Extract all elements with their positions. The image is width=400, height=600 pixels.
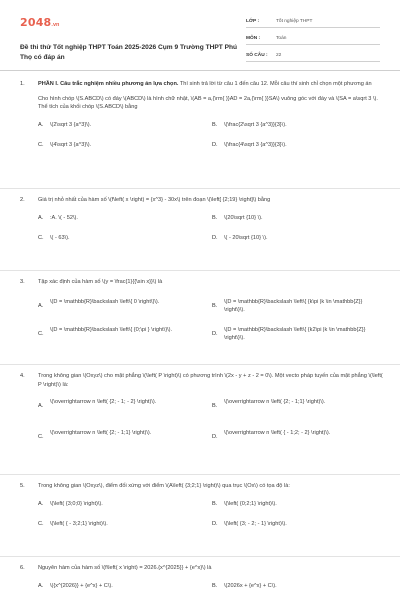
option-text: \(\frac{4\sqrt 3 {a^3}}{3}\).	[224, 141, 287, 148]
option-text: \( - 20\sqrt {10} \).	[224, 234, 268, 241]
option-d[interactable]	[212, 234, 372, 243]
option-text: \(\overrightarrow n \left( {2; - 1; - 2} \right)\).	[50, 399, 157, 406]
question-body	[38, 372, 385, 460]
question-number: 4.	[20, 373, 25, 379]
option-text: \(\left( {3;0;0} \right)\).	[50, 500, 103, 507]
option-text: :A. \( - 52\).	[50, 214, 78, 221]
question-body	[38, 278, 385, 352]
answer-options	[38, 500, 385, 536]
option-letter: D.	[212, 330, 218, 337]
option-text: \(\overrightarrow n \left( { - 1;2; - 2} \right)\).	[224, 430, 331, 437]
question-number: 3.	[20, 279, 25, 285]
option-letter: C.	[38, 330, 44, 337]
option-text: \(2026x + {e^x} + C\).	[224, 582, 277, 589]
document-header	[20, 14, 380, 62]
option-letter: D.	[212, 520, 218, 527]
option-text: \(\overrightarrow n \left( {2; - 1;1} \right)\).	[50, 430, 152, 437]
meta-row-subject	[246, 31, 380, 45]
option-text: \(D = \mathbb{R}\backslash \left\{ {k2\pi |k \in \mathbb{Z}} \right\}\).	[224, 326, 366, 342]
answer-options	[38, 121, 385, 157]
answer-options	[38, 582, 385, 594]
option-d[interactable]	[212, 141, 372, 150]
question-text: Trong không gian \(Oxyz\), điểm đối xứng với điểm \(A\left( {3;2;1} \right)\) qua trục \(Ox\) có tọa độ là:	[38, 483, 290, 489]
question-body	[38, 482, 385, 536]
option-letter: A.	[38, 403, 44, 410]
option-letter: C.	[38, 520, 44, 527]
logo-main-text: 2048	[20, 16, 52, 29]
option-a[interactable]	[38, 298, 198, 311]
question-body	[38, 196, 385, 250]
option-a[interactable]	[38, 398, 198, 411]
question-number: 6.	[20, 565, 25, 571]
option-letter: A.	[38, 214, 44, 221]
question-divider	[0, 188, 400, 189]
answer-options	[38, 398, 385, 460]
option-text: \(2\sqrt 3 {a^3}\).	[50, 121, 92, 128]
question-number: 2.	[20, 197, 25, 203]
question-divider	[0, 364, 400, 365]
document-meta	[246, 14, 380, 65]
answer-options	[38, 296, 385, 352]
option-b[interactable]	[212, 500, 372, 509]
question-number: 5.	[20, 483, 25, 489]
document-title: Đề thi thử Tốt nghiệp THPT Toán 2025-2026 Cụm 9 Trường THPT Phú Thọ có đáp án	[20, 44, 238, 61]
question-body	[38, 80, 385, 157]
option-letter: C.	[38, 434, 44, 441]
header-divider	[0, 70, 400, 71]
answer-options	[38, 214, 385, 250]
site-logo[interactable]	[20, 14, 59, 28]
option-text: \(D = \mathbb{R}\backslash \left\{ {0;\pi } \right\}\).	[50, 326, 173, 333]
option-letter: B.	[212, 121, 218, 128]
option-b[interactable]	[212, 121, 372, 130]
option-letter: A.	[38, 302, 44, 309]
question-text: Trong không gian \(Oxyz\) cho mặt phẳng \(\left( P \right)\) có phương trình \(2x - y + z - 2 = 0\). Một vecto pháp tuyến của mặt phẳng \(\left( P \right)\) là:	[38, 373, 383, 388]
option-letter: B.	[212, 403, 218, 410]
meta-value: Tốt nghiệp THPT	[276, 18, 313, 24]
option-text: \(D = \mathbb{R}\backslash \left\{ 0 \right\}\).	[50, 298, 160, 305]
meta-label: LỚP :	[246, 18, 260, 24]
question-text: Nguyên hàm của hàm số \(f\left( x \right) = 2026.{x^{2025}} + {e^x}\) là	[38, 565, 212, 571]
option-letter: B.	[212, 582, 218, 589]
option-c[interactable]	[38, 326, 198, 339]
option-b[interactable]	[212, 298, 372, 315]
option-c[interactable]	[38, 234, 198, 243]
question-text: Tập xác định của hàm số \(y = \frac{1}{{\sin x}}\) là	[38, 279, 163, 285]
option-text: \(\left( {3; - 2; - 1} \right)\).	[224, 520, 287, 527]
option-letter: A.	[38, 121, 44, 128]
option-d[interactable]	[212, 520, 372, 529]
question-divider	[0, 556, 400, 557]
section-instruction: Thí sinh trả lời từ câu 1 đến câu 12. Mỗi câu thí sinh chỉ chọn một phương án	[178, 81, 372, 87]
option-text: \( - 63\).	[50, 234, 70, 241]
option-a[interactable]	[38, 121, 198, 130]
question-divider	[0, 474, 400, 475]
option-a[interactable]	[38, 582, 198, 591]
option-d[interactable]	[212, 429, 372, 442]
option-text: \(\overrightarrow n \left( {2; - 1;1} \right)\).	[224, 399, 326, 406]
option-letter: B.	[212, 302, 218, 309]
option-text: \(\left( { - 3;2;1} \right)\).	[50, 520, 108, 527]
option-b[interactable]	[212, 214, 372, 223]
logo-suffix-text: .vn	[51, 22, 60, 28]
option-c[interactable]	[38, 141, 198, 150]
question-body	[38, 564, 385, 594]
meta-row-question-count	[246, 48, 380, 62]
option-c[interactable]	[38, 520, 198, 529]
option-text: \(\left( {0;2;1} \right)\).	[224, 500, 277, 507]
meta-row-class	[246, 14, 380, 28]
option-b[interactable]	[212, 582, 372, 591]
option-text: \(\frac{2\sqrt 3 {a^3}}{3}\).	[224, 121, 287, 128]
question-text	[38, 80, 385, 89]
question-text: Giá trị nhỏ nhất của hàm số \(f\left( x \right) = {x^3} - 30x\) trên đoạn \(\left[ {2;19} \right]\) bằng	[38, 197, 271, 203]
option-d[interactable]	[212, 326, 372, 343]
option-letter: B.	[212, 214, 218, 221]
section-heading: PHẦN I. Câu trắc nghiệm nhiều phương án lựa chọn.	[38, 81, 179, 87]
option-b[interactable]	[212, 398, 372, 411]
option-text: \(4\sqrt 3 {a^3}\).	[50, 141, 92, 148]
option-c[interactable]	[38, 429, 198, 442]
option-text: \({x^{2026}} + {e^x} + C\).	[50, 582, 113, 589]
meta-value: Toán	[276, 35, 287, 41]
option-letter: A.	[38, 500, 44, 507]
meta-label: MÔN :	[246, 35, 261, 41]
option-letter: C.	[38, 234, 44, 241]
option-letter: C.	[38, 141, 44, 148]
option-letter: B.	[212, 500, 218, 507]
question-divider	[0, 270, 400, 271]
option-letter: D.	[212, 434, 218, 441]
question-number: 1.	[20, 81, 25, 87]
option-letter: D.	[212, 141, 218, 148]
option-a[interactable]	[38, 500, 198, 509]
option-text: \(D = \mathbb{R}\backslash \left\{ {k\pi |k \in \mathbb{Z}} \right\}\).	[224, 298, 363, 314]
question-stem: Cho hình chóp \(S.ABCD\) có đáy \(ABCD\) là hình chữ nhật, \(AB = a,{\rm{ }}AD = 2a,{\rm{ }}SA\) vuông góc với đáy và \(SA = a\sqrt 3 \). Thể tích của khối chóp \(S.ABCD\) bằng	[38, 95, 378, 111]
option-text: \(20\sqrt {10} \).	[224, 214, 263, 221]
option-letter: D.	[212, 234, 218, 241]
meta-value: 22	[276, 52, 282, 58]
option-letter: A.	[38, 582, 44, 589]
meta-label: SỐ CÂU :	[246, 52, 268, 58]
option-a[interactable]	[38, 214, 198, 223]
